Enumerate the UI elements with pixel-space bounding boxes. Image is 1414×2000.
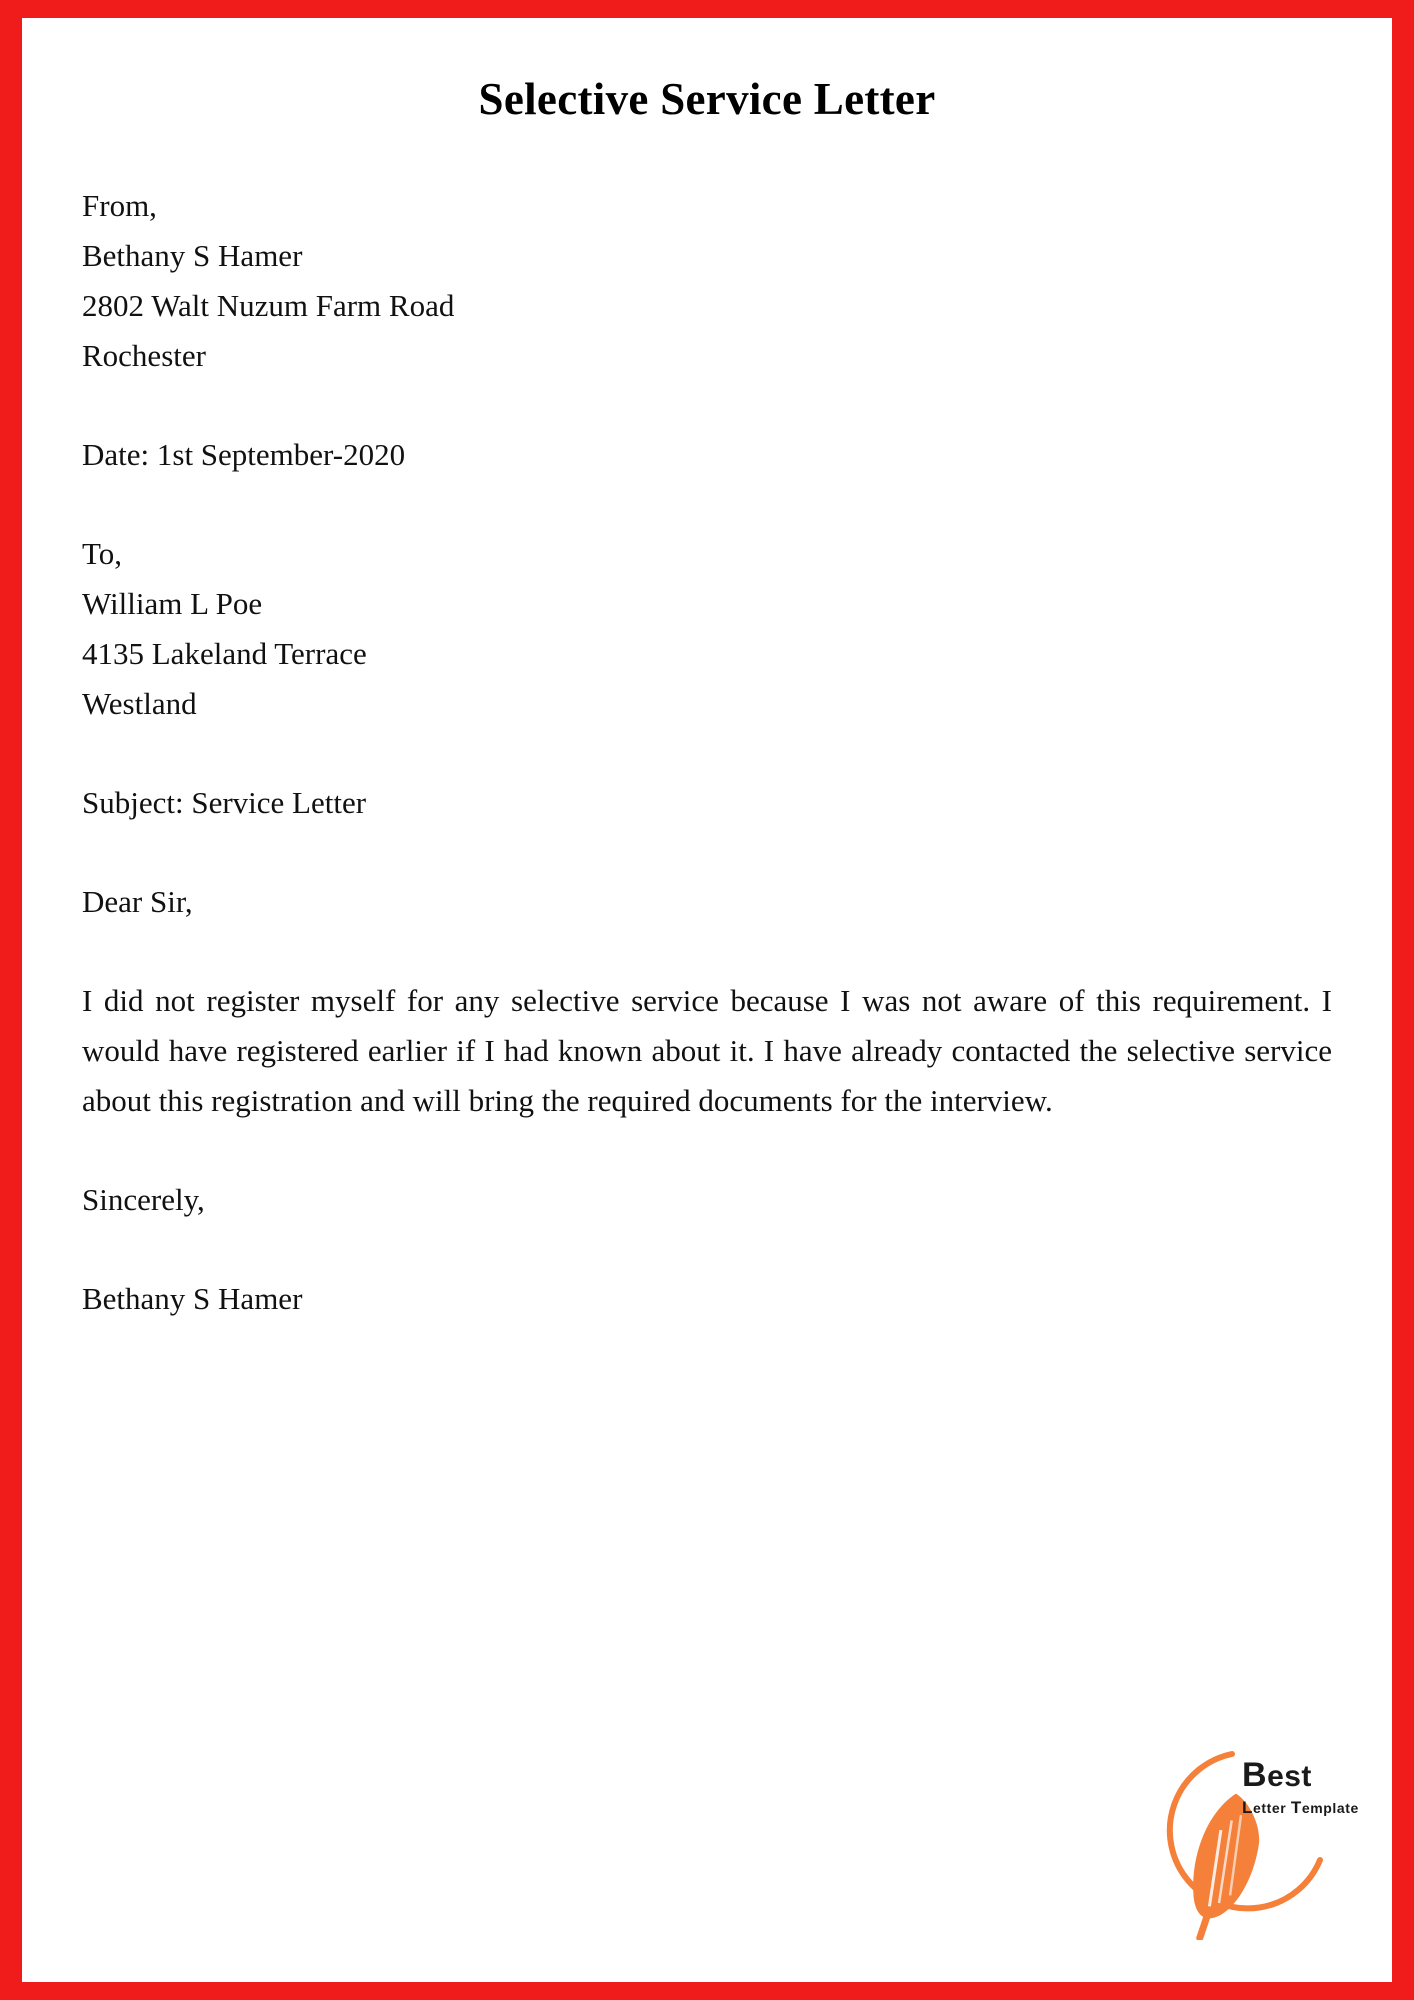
sender-city: Rochester: [82, 338, 206, 373]
salutation: [82, 877, 1332, 927]
best-letter-template-logo: [1124, 1740, 1359, 1940]
letter-sheet: [22, 18, 1392, 1982]
recipient-city: Westland: [82, 686, 197, 721]
logo-wordmark: [1242, 1758, 1359, 1816]
body-paragraph: I did not register myself for any selective service because I was not aware of this requirement. I would have registered earlier if I had known about it. I have already contacted the selective service about this registration and will bring the required documents for the interview.: [82, 983, 1332, 1118]
logo-primary-text: [1242, 1758, 1359, 1792]
signature-value: Bethany S Hamer: [82, 1281, 303, 1316]
recipient-to-label: To,: [82, 536, 123, 571]
signature: [82, 1274, 1332, 1324]
recipient-address-block: [82, 529, 1332, 729]
logo-primary-rest: est: [1267, 1760, 1312, 1793]
subject-line: [82, 778, 1332, 828]
recipient-name: William L Poe: [82, 586, 263, 621]
logo-secondary-etter: etter: [1252, 1800, 1287, 1816]
sender-address-block: [82, 181, 1332, 381]
sender-street: 2802 Walt Nuzum Farm Road: [82, 288, 455, 323]
date-value: Date: 1st September-2020: [82, 437, 406, 472]
closing-value: Sincerely,: [82, 1182, 205, 1217]
logo-primary-cap: B: [1242, 1756, 1268, 1794]
closing: [82, 1175, 1332, 1225]
letter-body: [82, 181, 1332, 1324]
sender-name: Bethany S Hamer: [82, 238, 303, 273]
page-title: Selective Service Letter: [478, 74, 936, 124]
date-line: [82, 430, 1332, 480]
recipient-street: 4135 Lakeland Terrace: [82, 636, 367, 671]
logo-secondary-emplate: emplate: [1301, 1800, 1359, 1816]
subject-value: Subject: Service Letter: [82, 785, 367, 820]
logo-secondary-l: L: [1242, 1798, 1253, 1817]
logo-secondary-text: [1242, 1799, 1359, 1816]
logo-secondary-t: T: [1290, 1798, 1302, 1817]
sender-from-label: From,: [82, 188, 157, 223]
salutation-value: Dear Sir,: [82, 884, 193, 919]
